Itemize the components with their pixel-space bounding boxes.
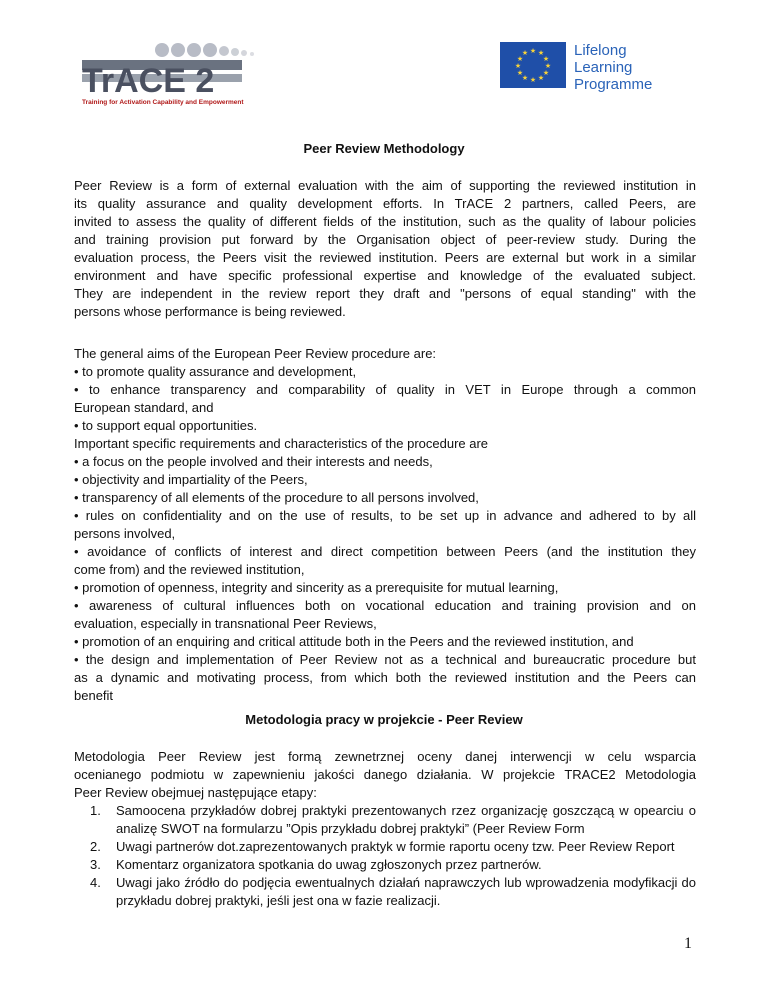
list-item: 2. Uwagi partnerów dot.zaprezentowanych praktyk w formie raportu oceny tzw. Peer Review Report [90, 839, 675, 854]
trace2-logo [72, 40, 302, 110]
svg-text:★: ★ [537, 49, 545, 57]
list-item: 1. Samoocena przykładów dobrej praktyki prezentowanych rzez organizację goszczącą w opearciu o analizę SWOT na formularzu ”Opis przykładu dobrej praktyki” (Peer Review Form [90, 803, 696, 836]
steps-list-pl [74, 802, 696, 910]
section-title-en: Peer Review Methodology [303, 141, 465, 156]
svg-text:★: ★ [516, 55, 524, 63]
eu-flag-icon [500, 42, 566, 88]
intro-paragraph-pl: Metodologia Peer Review jest formą zewnetrznej oceny danej interwencji w celu wsparcia ocenianego podmiotu w zapewnieniu jakości danego działania. W projekcie TRACE2 Metodologia Peer Review obejmuej następujące etapy: [74, 749, 696, 800]
llp-wordmark: Lifelong Learning Programme [574, 42, 653, 93]
trace2-logo-graphic [72, 40, 302, 110]
list-item: 3. Komentarz organizatora spotkania do uwag zgłoszonych przez partnerów. [90, 857, 542, 872]
svg-text:★: ★ [521, 49, 529, 57]
svg-text:★: ★ [514, 62, 522, 70]
section-title-pl: Metodologia pracy w projekcie - Peer Review [245, 712, 523, 727]
aims-list-en: The general aims of the European Peer Review procedure are: • to promote quality assurance and development, • to enhance transparency and comparability of quality in VET in Europe through a common European standard, and • to support equal opportunities. Important specific requirements and characteristics of the procedure are • a focus on the people involved and their interests and needs, • objectivity and impartiality of the Peers, • transparency of all elements of the procedure to all persons involved, • rules on confidentiality and on the use of results, to be set up in advance and adhered to by all persons involved, • avoidance of conflicts of interest and direct competition between Peers (and the institution they come from) and the reviewed institution, • promotion of openness, integrity and sincerity as a prerequisite for mutual learning, • awareness of cultural influences both on vocational education and training provision and on evaluation, especially in transnational Peer Reviews, • promotion of an enquiring and critical attitude both in the Peers and the reviewed institution, and • the design and implementation of Peer Review not as a technical and bureaucratic procedure but as a dynamic and motivating process, from which both the reviewed institution and the Peers can benefit [74, 346, 696, 703]
svg-text:★: ★ [542, 69, 550, 77]
svg-text:Training for Activation Capabi: Training for Activation Capability and Empowerment [82, 99, 244, 106]
svg-text:★: ★ [542, 55, 550, 63]
lifelong-learning-programme-logo [500, 42, 690, 98]
svg-text:★: ★ [537, 74, 545, 82]
svg-text:★: ★ [529, 76, 537, 84]
svg-text:★: ★ [516, 69, 524, 77]
page-number: 1 [684, 935, 692, 952]
svg-text:★: ★ [544, 62, 552, 70]
svg-text:TrACE 2: TrACE 2 [82, 62, 215, 100]
svg-text:★: ★ [521, 74, 529, 82]
svg-text:★: ★ [529, 47, 537, 55]
intro-paragraph-en: Peer Review is a form of external evaluation with the aim of supporting the reviewed institution in its quality assurance and quality development efforts. In TrACE 2 partners, called Peers, are invited to assess the quality of different fields of the institution, such as the quality of labour policies and training provision put forward by the Organisation object of peer-review study. During the evaluation process, the Peers visit the reviewed institution. Peers are external but work in a similar environment and have specific professional expertise and knowledge of the evaluated subject. They are independent in the review report they draft and "persons of equal standing" with the persons whose performance is being reviewed. [74, 178, 696, 319]
list-item: 4. Uwagi jako źródło do podjęcia ewentualnych działań naprawczych lub wprowadzenia modyfikacji do przykładu dobrej praktyki, jeśli jest ona w fazie realizacji. [90, 875, 696, 908]
